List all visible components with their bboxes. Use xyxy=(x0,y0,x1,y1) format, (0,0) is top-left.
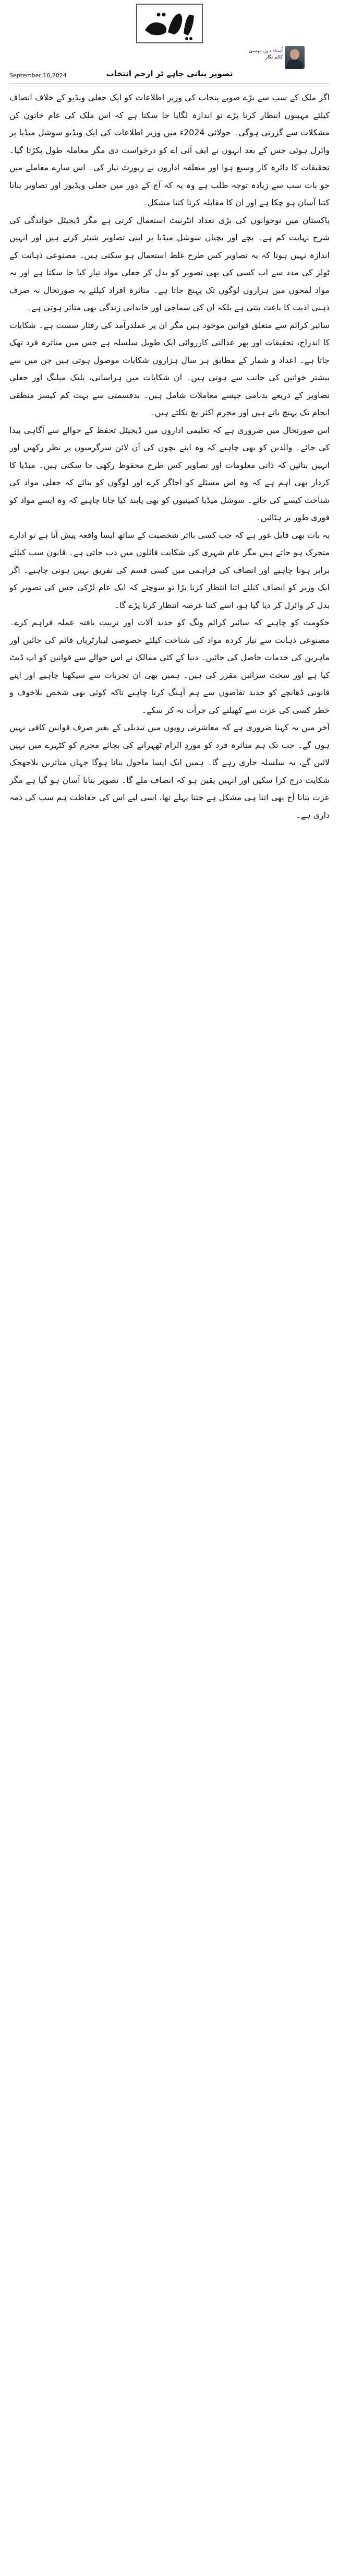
article-paragraph: اگر ملک کے سب سے بڑے صوبے پنجاب کی وزیر اطلاعات کو ایک جعلی ویڈیو کے خلاف انصاف کیلئے مہینوں انتظار کرنا پڑے تو اندازہ لگایا جا سکتا ہے کہ اس ملک کی عام خاتون کن مشکلات سے گزرتی ہوگی۔ جولائی 2024ء میں وزیر اطلاعات کی ایک ویڈیو سوشل میڈیا پر وائرل ہوئی جس کے بعد انہوں نے ایف آئی اے کو درخواست دی مگر معاملہ طول پکڑتا گیا۔ تحقیقات کا دائرہ کار وسیع ہوا اور متعلقہ اداروں نے رپورٹ تیار کی۔ اس سارے معاملے میں جو بات سب سے زیادہ توجہ طلب ہے وہ یہ کہ آج کے دور میں جعلی ویڈیوز اور تصاویر بنانا کتنا آسان ہو چکا ہے اور ان کا مقابلہ کرنا کتنا مشکل۔ xyxy=(9,92,330,207)
article-paragraph: آخر میں یہ کہنا ضروری ہے کہ معاشرتی رویوں میں تبدیلی کے بغیر صرف قوانین کافی نہیں ہوں گے۔ جب تک ہم متاثرہ فرد کو موردِ الزام ٹھہرانے کی بجائے مجرم کو کٹہرے میں نہیں لائیں گے، یہ سلسلہ جاری رہے گا۔ ہمیں ایک ایسا ماحول بنانا ہوگا جہاں متاثرین بلاجھجک شکایت درج کرا سکیں اور انہیں یقین ہو کہ انصاف ملے گا۔ تصویر بنانا آسان ہو گیا ہے مگر عزت بنانا آج بھی اتنا ہی مشکل ہے جتنا پہلے تھا، اسی لیے اس کی حفاظت ہم سب کی ذمہ داری ہے۔ xyxy=(9,722,330,820)
article-paragraph: سائبر کرائم سے متعلق قوانین موجود ہیں مگر ان پر عملدرآمد کی رفتار سست ہے۔ شکایات کا اندراج، تحقیقات اور پھر عدالتی کارروائی ایک طویل سلسلہ ہے جس میں متاثرہ فرد تھک جاتا ہے۔ اعداد و شمار کے مطابق ہر سال ہزاروں شکایات موصول ہوتی ہیں جن میں سے بیشتر خواتین کی جانب سے ہوتی ہیں۔ ان شکایات میں ہراسانی، بلیک میلنگ اور جعلی تصاویر کے ذریعے بدنامی جیسے معاملات شامل ہیں۔ بدقسمتی سے بہت کم کیسز منطقی انجام تک پہنچ پاتے ہیں اور مجرم اکثر بچ نکلتے ہیں۔ xyxy=(9,320,330,417)
article-paragraph: یہ بات بھی قابل غور ہے کہ جب کسی بااثر شخصیت کے ساتھ ایسا واقعہ پیش آتا ہے تو ادارے متحرک ہو جاتے ہیں مگر عام شہری کی شکایت فائلوں میں دب جاتی ہے۔ قانون سب کیلئے برابر ہونا چاہیے اور انصاف کی فراہمی میں کسی قسم کی تفریق نہیں ہونی چاہیے۔ اگر ایک وزیر کو انصاف کیلئے اتنا انتظار کرنا پڑا تو سوچئے کہ ایک عام لڑکی جس کی تصویر کو بدل کر وائرل کر دیا گیا ہو، اسے کتنا عرصہ انتظار کرنا پڑے گا۔ xyxy=(9,530,330,610)
newspaper-logo xyxy=(130,2,209,45)
article-body xyxy=(9,89,330,2565)
article-title: تصویر بنانی جاہے ٹر ارحم انتخاب xyxy=(106,69,233,78)
publish-date: September,16,2024 xyxy=(9,72,67,79)
article-paragraph: پاکستان میں نوجوانوں کی بڑی تعداد انٹرنیٹ استعمال کرتی ہے مگر ڈیجیٹل خواندگی کی شرح نہایت کم ہے۔ بچے اور بچیاں سوشل میڈیا پر اپنی تصاویر شیئر کرتے ہیں اور انہیں اندازہ نہیں ہوتا کہ یہ تصاویر کس طرح غلط استعمال ہو سکتی ہیں۔ مصنوعی ذہانت کے ٹولز کی مدد سے اب کسی کی بھی تصویر کو بدل کر جعلی مواد تیار کیا جا سکتا ہے اور یہ مواد لمحوں میں ہزاروں لوگوں تک پہنچ جاتا ہے۔ متاثرہ افراد کیلئے یہ صورتحال نہ صرف ذہنی اذیت کا باعث بنتی ہے بلکہ ان کی سماجی اور خاندانی زندگی بھی متاثر ہوتی ہے۔ xyxy=(9,215,330,312)
article-paragraph: اس صورتحال میں ضروری ہے کہ تعلیمی اداروں میں ڈیجیٹل تحفظ کے حوالے سے آگاہی پیدا کی جائے۔ والدین کو بھی چاہیے کہ وہ اپنے بچوں کی آن لائن سرگرمیوں پر نظر رکھیں اور انہیں بتائیں کہ ذاتی معلومات اور تصاویر کس طرح محفوظ رکھی جا سکتی ہیں۔ میڈیا کا کردار بھی اہم ہے کہ وہ اس مسئلے کو اجاگر کرے اور لوگوں کو بتائے کہ جعلی مواد کی شناخت کیسے کی جائے۔ سوشل میڈیا کمپنیوں کو بھی پابند کیا جانا چاہیے کہ وہ ایسے مواد کو فوری طور پر ہٹائیں۔ xyxy=(9,425,330,522)
dunya-logo-icon xyxy=(136,3,203,44)
masthead xyxy=(0,0,339,63)
article-paragraph: حکومت کو چاہیے کہ سائبر کرائم ونگ کو جدید آلات اور تربیت یافتہ عملہ فراہم کرے۔ مصنوعی ذہانت سے تیار کردہ مواد کی شناخت کیلئے خصوصی لیبارٹریاں قائم کی جائیں اور ماہرین کی خدمات حاصل کی جائیں۔ دنیا کے کئی ممالک نے اس حوالے سے قوانین کو اپ ڈیٹ کیا ہے اور سخت سزائیں مقرر کی ہیں۔ ہمیں بھی ان تجربات سے سیکھنا چاہیے اور اپنے قانونی ڈھانچے کو جدید تقاضوں سے ہم آہنگ کرنا چاہیے تاکہ کوئی بھی شخص بلاخوف و خطر کسی کی عزت سے کھیلنے کی جرأت نہ کر سکے۔ xyxy=(9,617,330,715)
author-photo xyxy=(285,46,305,69)
author-face xyxy=(290,49,299,60)
author-body xyxy=(287,60,302,69)
author-name: اُستاد ہیں موسیٰ کالم نگار xyxy=(249,49,283,60)
